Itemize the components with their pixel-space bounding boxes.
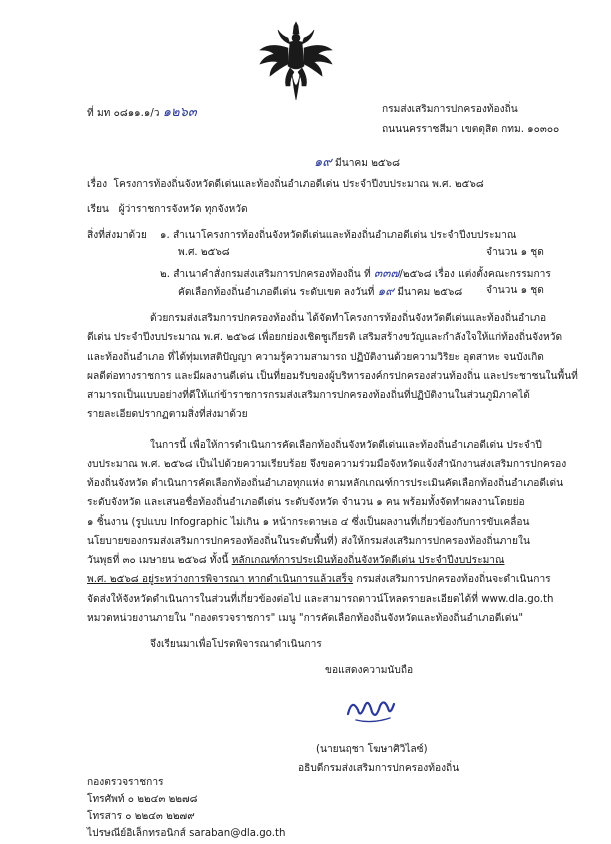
subject-line [87,176,484,192]
footer-email: ไปรษณีย์อิเล็กทรอนิกส์ saraban@dla.go.th [87,828,286,839]
paragraph-2-line: ๑ ชิ้นงาน (รูปแบบ Infographic ไม่เกิน ๑ หน้ากระดาษเอ ๔ ซึ่งเป็นผลงานที่เกี่ยวข้องกับการขับเคลื่อน [87,517,530,528]
paragraph-2-line: ท้องถิ่นจังหวัด ดำเนินการคัดเลือกท้องถิ่นอำเภอทุกแห่ง ตามหลักเกณฑ์การประเมินคัดเลือกท้องถิ่นอำเภอดีเด่น [87,478,564,489]
paragraph-2-underlined-text: หลักเกณฑ์การประเมินท้องถิ่นจังหวัดดีเด่น ประจำปีงบประมาณ [231,555,505,566]
paragraph-2-text: กรมส่งเสริมการปกครองท้องถิ่นจะดำเนินการ [353,574,551,585]
paragraph-1-line: และท้องถิ่นอำเภอ ที่ได้ทุ่มเทสติปัญญา ความรู้ความสามารถ ปฏิบัติงานด้วยความวิริยะ อุตสาหะ จนบังเกิด [87,352,544,363]
signatory-title: อธิบดีกรมส่งเสริมการปกครองท้องถิ่น [298,763,460,774]
closing-phrase: ขอแสดงความนับถือ [325,665,414,676]
paragraph-2-text: วันพุธที่ ๓๐ เมษายน ๒๕๖๘ ทั้งนี้ [87,555,232,566]
recipient-text: ผู้ว่าราชการจังหวัด ทุกจังหวัด [118,204,248,215]
date-month-year: มีนาคม ๒๕๖๘ [335,158,400,169]
paragraph-2-line: จัดส่งให้จังหวัดดำเนินการในส่วนที่เกี่ยวข้องต่อไป และสามารถดาวน์โหลดรายละเอียดได้ที่ www.dla.go.th [87,594,554,605]
enclosure-2-text-a: ๒. สำเนาคำสั่งกรมส่งเสริมการปกครองท้องถิ่น ที่ [160,269,371,280]
paragraph-1-line: ผลดีต่อทางราชการ และมีผลงานดีเด่น เป็นที่ยอมรับของผู้บริหารองค์กรปกครองส่วนท้องถิ่น และประชาชนในพื้นที่ [87,371,578,382]
paragraph-2-line: ระดับจังหวัด และเสนอชื่อท้องถิ่นอำเภอดีเด่น ระดับจังหวัด จำนวน ๑ คน พร้อมทั้งจัดทำผลงานโดยย่อ [87,497,525,508]
paragraph-2-line [87,571,551,587]
paragraph-2-line: หมวดหน่วยงานภายใน "กองตรวจราชการ" เมนู "การคัดเลือกท้องถิ่นจังหวัดและท้องถิ่นอำเภอดีเด่น" [87,613,524,624]
enclosure-2-text-d: มีนาคม ๒๕๖๘ [397,287,463,298]
paragraph-2-underlined-text: พ.ศ. ๒๕๖๘ อยู่ระหว่างการพิจารณา หากดำเนินการแล้วเสร็จ [87,574,354,585]
paragraph-1-line: ดีเด่น ประจำปีงบประมาณ พ.ศ. ๒๕๖๘ เพื่อยกย่องเชิดชูเกียรติ เสริมสร้างขวัญและกำลังใจให้แก่ท้องถิ่นจังหวัด [87,332,563,343]
department-address: ถนนนครราชสีมา เขตดุสิต กทม. ๑๐๓๐๐ [382,124,560,135]
reference-number [87,101,197,122]
paragraph-2-line: นโยบายของกรมส่งเสริมการปกครองท้องถิ่นในระดับพื้นที่) ส่งให้กรมส่งเสริมการปกครองท้องถิ่นภายใน [87,536,530,547]
recipient-line [87,201,248,217]
enclosure-2-order-number-handwritten: ๓๓๗ [373,266,400,280]
paragraph-1-line: รายละเอียดปรากฏตามสิ่งที่ส่งมาด้วย [87,409,248,420]
paragraph-1-line: ด้วยกรมส่งเสริมการปกครองท้องถิ่น ได้จัดทำโครงการท้องถิ่นจังหวัดดีเด่นและท้องถิ่นอำเภอ [150,313,547,324]
paragraph-2-line: งบประมาณ พ.ศ. ๒๕๖๘ เป็นไปด้วยความเรียบร้อย จึงขอความร่วมมือจังหวัดแจ้งสำนักงานส่งเสริมการปกครอง [87,459,567,470]
paragraph-3: จึงเรียนมาเพื่อโปรดพิจารณาดำเนินการ [150,639,322,650]
enclosure-2-line-2 [178,282,462,301]
reference-prefix: ที่ มท ๐๘๑๑.๑/ว [87,108,160,119]
enclosures-label: สิ่งที่ส่งมาด้วย [87,230,147,241]
enclosure-2-line-1 [160,264,551,283]
paragraph-1-line: สามารถเป็นแบบอย่างที่ดีให้แก่ข้าราชการกรมส่งเสริมการปกครองท้องถิ่นที่ปฏิบัติงานในส่วนภูมิภาคได้ [87,390,530,401]
enclosure-2-text-c: คัดเลือกท้องถิ่นอำเภอดีเด่น ระดับเขต ลงวันที่ [178,287,375,298]
enclosure-1-quantity: จำนวน ๑ ชุด [486,247,544,258]
paragraph-2-line: ในการนี้ เพื่อให้การดำเนินการคัดเลือกท้องถิ่นจังหวัดดีเด่นและท้องถิ่นอำเภอดีเด่น ประจำปี [150,440,542,451]
reference-number-handwritten: ๑๒๖๓ [162,105,197,120]
date-day-handwritten: ๑๙ [314,155,332,170]
enclosure-1-line-2: พ.ศ. ๒๕๖๘ [178,247,230,258]
footer-division: กองตรวจราชการ [87,777,164,788]
subject-label: เรื่อง [87,179,108,190]
footer-phone: โทรศัพท์ ๐ ๒๒๔๓ ๒๒๗๘ [87,794,198,805]
paragraph-2-line [87,552,504,568]
signature-scribble-icon [342,690,402,730]
signatory-name: (นายนฤชา โฆษาศิวิไลซ์) [316,744,428,755]
enclosure-1-line-1: ๑. สำเนาโครงการท้องถิ่นจังหวัดดีเด่นและท้องถิ่นอำเภอดีเด่น ประจำปีงบประมาณ [160,230,517,241]
recipient-label: เรียน [87,204,109,215]
enclosure-2-quantity: จำนวน ๑ ชุด [486,285,544,296]
enclosure-2-day-handwritten: ๑๙ [377,284,395,298]
enclosure-2-text-b: /๒๕๖๘ เรื่อง แต่งตั้งคณะกรรมการ [399,269,551,280]
subject-text: โครงการท้องถิ่นจังหวัดดีเด่นและท้องถิ่นอำเภอดีเด่น ประจำปีงบประมาณ พ.ศ. ๒๕๖๘ [113,179,484,190]
garuda-emblem-icon [254,20,338,104]
footer-fax: โทรสาร ๐ ๒๒๔๓ ๒๒๗๙ [87,811,195,822]
document-date [314,151,400,172]
department-name: กรมส่งเสริมการปกครองท้องถิ่น [382,104,518,115]
